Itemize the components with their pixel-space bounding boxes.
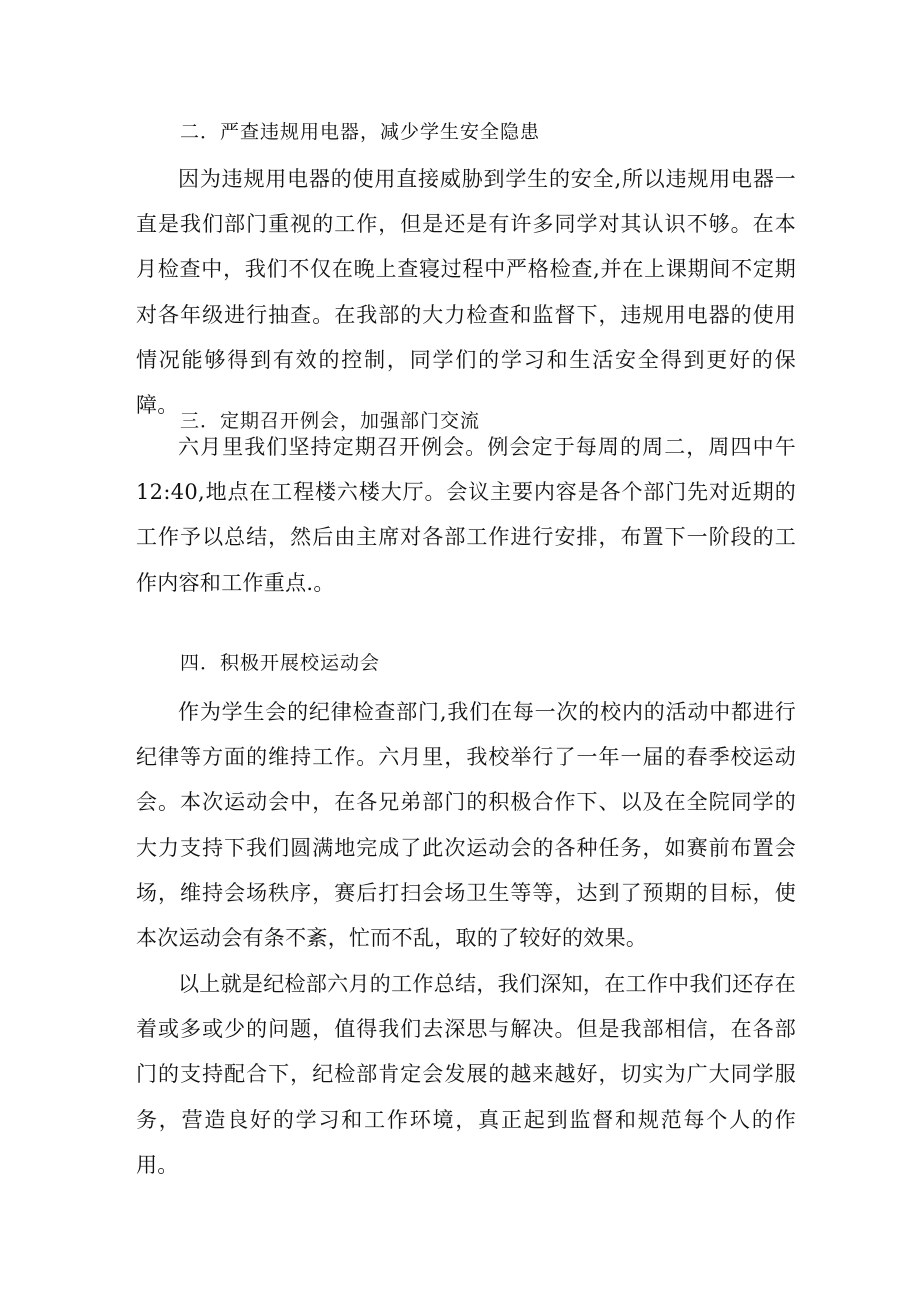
section-3-paragraph: 六月里我们坚持定期召开例会。例会定于每周的周二，周四中午12:40,地点在工程楼六楼大厅。会议主要内容是各个部门先对近期的工作予以总结，然后由主席对各部工作进行安排，布置下一阶段的工作内容和工作重点.。 [136,435,796,595]
conclusion-paragraph: 以上就是纪检部六月的工作总结，我们深知，在工作中我们还存在着或多或少的问题，值得我们去深思与解决。但是我部相信，在各部门的支持配合下，纪检部肯定会发展的越来越好，切实为广大同学服务，营造良好的学习和工作环境，真正起到监督和规范每个人的作用。 [136,972,796,1177]
section-4-paragraph: 作为学生会的纪律检查部门,我们在每一次的校内的活动中都进行纪律等方面的维持工作。六月里，我校举行了一年一届的春季校运动会。本次运动会中，在各兄弟部门的积极合作下、以及在全院同学的大力支持下我们圆满地完成了此次运动会的各种任务，如赛前布置会场，维持会场秩序，赛后打扫会场卫生等等，达到了预期的目标，使本次运动会有条不紊，忙而不乱，取的了较好的效果。 [136,700,796,951]
section-heading-2: 二．严查违规用电器，减少学生安全隐患 [180,121,541,143]
section-heading-3: 三．定期召开例会，加强部门交流 [180,410,481,432]
section-heading-4: 四．积极开展校运动会 [180,652,381,674]
section-2-paragraph: 因为违规用电器的使用直接威胁到学生的安全,所以违规用电器一直是我们部门重视的工作，但是还是有许多同学对其认识不够。在本月检查中，我们不仅在晚上查寝过程中严格检查,并在上课期间不定期对各年级进行抽查。在我部的大力检查和监督下，违规用电器的使用情况能够得到有效的控制，同学们的学习和生活安全得到更好的保障。 [136,167,796,418]
